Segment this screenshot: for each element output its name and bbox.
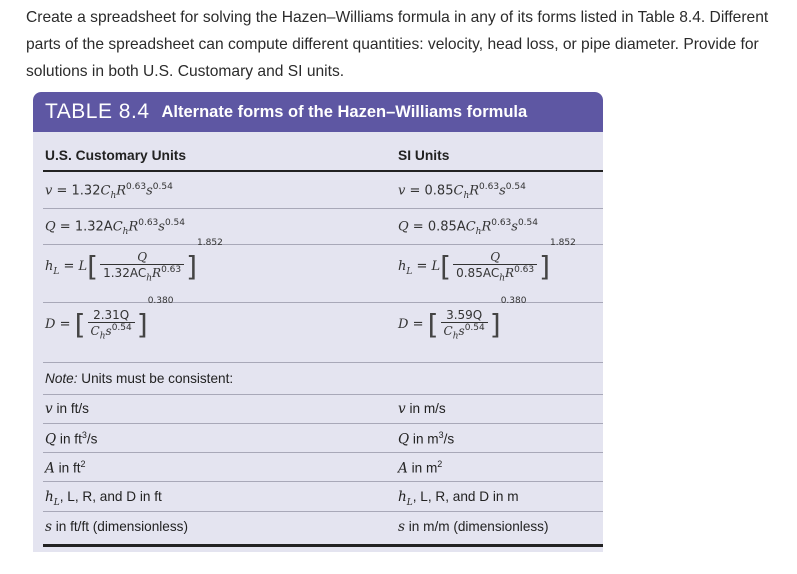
table-caption: Alternate forms of the Hazen–Williams formula xyxy=(161,102,528,121)
si-flow-equation: $Q = 0.85AC_hR^{0.63}s^{0.54}$ xyxy=(398,218,538,237)
table-bottom-rule xyxy=(43,544,603,547)
row-divider xyxy=(43,394,603,395)
si-unit-lengths: $h_L$, L, R, and D in m xyxy=(398,489,519,508)
table-header-bar xyxy=(33,92,603,132)
us-unit-lengths: $h_L$, L, R, and D in ft xyxy=(45,489,162,508)
row-divider xyxy=(43,452,603,453)
us-unit-slope: s in ft/ft (dimensionless) xyxy=(45,519,188,535)
row-divider xyxy=(43,362,603,363)
us-flow-equation: $Q = 1.32AC_hR^{0.63}s^{0.54}$ xyxy=(45,218,185,237)
row-divider xyxy=(43,244,603,245)
us-headloss-equation: $h_L = L$[ $\frac{Q}{1.32AC_hR^{0.63}}$ ]$^{1.852}$ xyxy=(45,238,223,284)
row-divider xyxy=(43,511,603,512)
si-unit-slope: s in m/m (dimensionless) xyxy=(398,519,549,535)
us-velocity-equation: $v = 1.32C_hR^{0.63}s^{0.54}$ xyxy=(45,182,173,201)
problem-statement: Create a spreadsheet for solving the Hazen–Williams formula in any of its forms listed in Table 8.4. Different parts of the spreadsheet can compute different quantities: velocity, head loss, or pipe diameter. Provide for solutions in both U.S. Customary and SI units. xyxy=(26,9,769,80)
si-unit-area: A in $m^2$ xyxy=(398,459,443,477)
units-note: Note: Units must be consistent: xyxy=(45,371,234,386)
header-rule xyxy=(43,170,603,172)
si-unit-flow: Q in $m^3/s$ xyxy=(398,430,455,448)
row-divider xyxy=(43,481,603,482)
us-units-header: U.S. Customary Units xyxy=(45,148,187,163)
si-velocity-equation: $v = 0.85C_hR^{0.63}s^{0.54}$ xyxy=(398,182,526,201)
us-diameter-equation: D = [ $\frac{2.31Q}{C_hs^{0.54}}$ ]$^{0.380}$ xyxy=(45,296,174,342)
us-unit-velocity: v in ft/s xyxy=(45,401,89,417)
us-unit-flow: Q in $ft^3/s$ xyxy=(45,430,98,448)
si-unit-velocity: v in m/s xyxy=(398,401,446,417)
si-headloss-equation: $h_L = L$[ $\frac{Q}{0.85AC_hR^{0.63}}$ ]$^{1.852}$ xyxy=(398,238,576,284)
table-number: TABLE 8.4 xyxy=(45,100,150,123)
us-unit-area: A in $ft^2$ xyxy=(45,459,86,477)
si-diameter-equation: D = [ $\frac{3.59Q}{C_hs^{0.54}}$ ]$^{0.380}$ xyxy=(398,296,527,342)
si-units-header: SI Units xyxy=(398,148,450,163)
row-divider xyxy=(43,208,603,209)
hazen-williams-table xyxy=(33,92,603,552)
row-divider xyxy=(43,423,603,424)
